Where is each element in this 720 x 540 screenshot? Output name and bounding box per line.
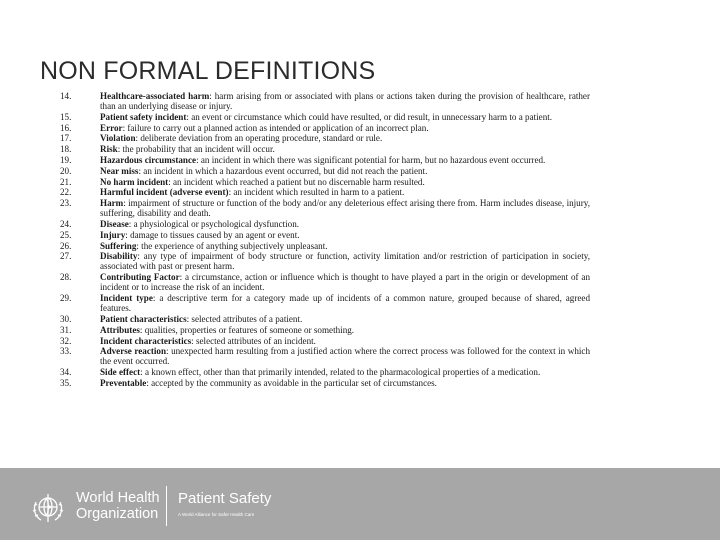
definition-term: Hazardous circumstance	[100, 155, 197, 165]
definition-item	[60, 241, 590, 251]
definition-item	[60, 272, 590, 292]
patient-safety-title: Patient Safety	[178, 490, 272, 507]
definition-text: : failure to carry out a planned action as intended or application of an incorrect plan.	[122, 122, 429, 133]
patient-safety-tagline: A World Alliance for Safer Health Care	[178, 512, 255, 517]
definition-text: : an incident in which there was significant potential for harm, but no hazardous event occurred.	[196, 155, 546, 165]
definition-term: Risk	[100, 144, 118, 155]
definition-text: : an event or circumstance which could have resulted, or did result, in unnecessary harm to a patient.	[186, 111, 553, 122]
who-name-line1: World Health	[76, 490, 160, 506]
definition-term: Contributing Factor	[100, 272, 180, 283]
definition-text: : unexpected harm resulting from a justified action where the correct process was followed for the context in which the event occurred.	[100, 346, 590, 367]
who-emblem-icon	[28, 488, 68, 528]
definition-item	[60, 112, 590, 122]
definition-item	[60, 187, 590, 197]
definition-term: Incident type	[100, 293, 153, 304]
definition-item	[60, 378, 590, 388]
definition-number: 17.	[60, 133, 72, 144]
footer-divider	[166, 486, 167, 526]
definition-item	[60, 230, 590, 240]
who-name-line2: Organization	[76, 506, 159, 522]
definition-text: : a descriptive term for a category made up of incidents of a common nature, grouped because of shared, agreed features.	[100, 293, 590, 314]
definition-number: 18.	[60, 144, 72, 155]
definition-number: 24.	[60, 219, 72, 229]
definition-number: 34.	[60, 367, 72, 378]
definition-number: 31.	[60, 324, 72, 335]
definition-number: 30.	[60, 313, 72, 324]
slide-title: NON FORMAL DEFINITIONS	[40, 57, 376, 85]
definition-term: Injury	[100, 229, 126, 240]
definition-number: 14.	[60, 91, 72, 101]
definition-item	[60, 177, 590, 187]
definition-term: Patient characteristics	[100, 313, 187, 324]
definition-number: 16.	[60, 122, 72, 133]
definition-item	[60, 155, 590, 165]
definition-text: : selected attributes of a patient.	[186, 313, 303, 324]
definition-item	[60, 123, 590, 133]
definition-text: : accepted by the community as avoidable in the particular set of circumstances.	[146, 377, 437, 388]
definition-item	[60, 133, 590, 143]
definition-item	[60, 198, 590, 218]
definition-term: Attributes	[100, 324, 140, 335]
definition-text: : a circumstance, action or influence which is thought to have played a part in the origin or development of an incident or to increase the risk of an incident.	[100, 272, 590, 293]
footer-bar	[0, 468, 720, 540]
definition-number: 32.	[60, 335, 72, 346]
definition-number: 35.	[60, 377, 72, 388]
definition-number: 27.	[60, 251, 72, 262]
definition-text: : an incident in which a hazardous event occurred, but did not reach the patient.	[138, 165, 428, 176]
definition-term: Side effect	[100, 367, 141, 378]
definition-text: : the experience of anything subjectively unpleasant.	[136, 240, 328, 251]
definition-number: 20.	[60, 165, 72, 176]
definition-number: 22.	[60, 187, 72, 198]
definition-term: Disability	[100, 251, 138, 262]
definition-text: : qualities, properties or features of someone or something.	[139, 324, 355, 335]
definition-term: Suffering	[100, 240, 137, 251]
definition-number: 29.	[60, 293, 72, 304]
definition-number: 26.	[60, 240, 72, 251]
definition-term: Error	[100, 122, 123, 133]
definition-text: : impairment of structure or function of the body and/or any deleterious effect arising there from. Harm includes disease, injury, suffering, disability and death.	[100, 198, 590, 219]
definition-term: Preventable	[100, 377, 147, 388]
definition-item	[60, 367, 590, 377]
definition-term: Harm	[100, 198, 124, 209]
definition-text: : an incident which reached a patient but no discernable harm resulted.	[168, 176, 425, 187]
definition-text: : the probability that an incident will occur.	[117, 144, 275, 155]
definition-term: Healthcare-associated harm	[100, 91, 210, 101]
definition-item	[60, 314, 590, 324]
definition-number: 28.	[60, 272, 72, 283]
definition-text: : a physiological or psychological dysfunction.	[128, 219, 300, 229]
definition-text: : deliberate deviation from an operating procedure, standard or rule.	[135, 133, 383, 144]
definition-number: 33.	[60, 346, 72, 357]
definition-item	[60, 219, 590, 229]
definition-item	[60, 144, 590, 154]
definitions-list	[60, 91, 590, 389]
definition-term: Harmful incident (adverse event)	[100, 187, 229, 198]
definition-text: : selected attributes of an incident.	[191, 335, 316, 346]
definition-number: 21.	[60, 176, 72, 187]
definition-text: : an incident which resulted in harm to a patient.	[228, 187, 405, 198]
definition-text: : damage to tissues caused by an agent or event.	[125, 229, 300, 240]
definition-number: 19.	[60, 155, 72, 165]
definition-item	[60, 166, 590, 176]
definition-number: 25.	[60, 229, 72, 240]
definition-text: : a known effect, other than that primarily intended, related to the pharmacological properties of a medication.	[140, 367, 541, 378]
definition-term: No harm incident	[100, 176, 169, 187]
definition-term: Incident characteristics	[100, 335, 192, 346]
definition-text: : any type of impairment of body structure or function, activity limitation and/or restriction of participation in society, associated with past or present harm.	[100, 251, 590, 272]
definition-term: Near miss	[100, 165, 139, 176]
definition-term: Disease	[100, 219, 129, 229]
who-wordmark	[76, 490, 160, 522]
definition-text: : harm arising from or associated with plans or actions taken during the provision of healthcare, rather than an underlying disease or injury.	[100, 91, 590, 112]
definition-number: 23.	[60, 198, 72, 209]
definition-term: Violation	[100, 133, 136, 144]
definition-item	[60, 325, 590, 335]
definition-item	[60, 251, 590, 271]
definition-item	[60, 91, 590, 111]
definition-item	[60, 336, 590, 346]
definition-term: Adverse reaction	[100, 346, 167, 357]
definition-item	[60, 346, 590, 366]
definition-number: 15.	[60, 111, 72, 122]
definition-term: Patient safety incident	[100, 111, 187, 122]
definition-item	[60, 293, 590, 313]
